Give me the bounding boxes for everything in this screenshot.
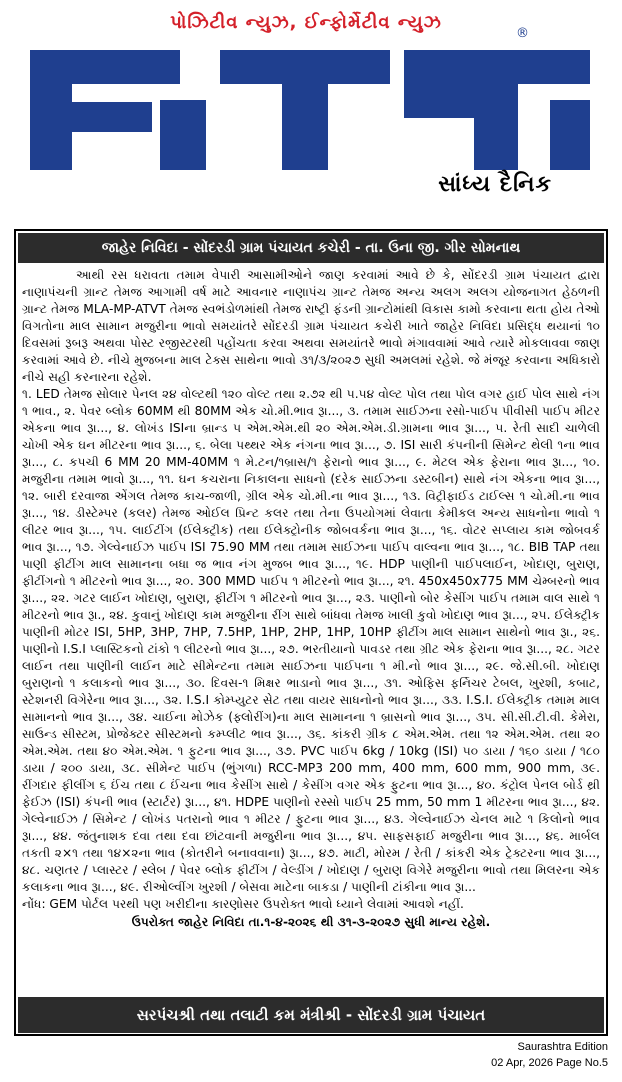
edition-info <box>491 1039 608 1071</box>
notice-note: નોંધ: GEM પોર્ટલ પરથી પણ ખરીદીના કારણોસર ઉપરોક્ત ભાવો ધ્યાને લેવામાં આવશે નહીં. <box>22 897 464 911</box>
masthead-subtitle: સાંધ્ય દૈનિક <box>438 172 552 197</box>
edition-name: Saurashtra Edition <box>517 1041 608 1053</box>
notice-intro: આથી રસ ધરાવતા તમામ વેપારી આસામીઓને જાણ કરવામાં આવે છે કે, સોંદરડી ગ્રામ પંચાયત દ્વારા નાણાપંચની ગ્રાન્ટ તેમજ આગામી વર્ષ માટે આવનાર નાણાપંચ ગ્રાન્ટ તેમજ અન્ય અલગ અલગ યોજનાગત હેઠળની ગ્રાન્ટ તેમજ MLA-MP-ATVT તેમજ સ્વભંડોળમાંથી તેમજ રાષ્ટ્રી ફંડની ગ્રાન્ટોમાંથી વિકાસ કામો કરવાના થતા હોય તેઓ વિગતોના માલ સામાન મજુરીના ભાવો સમયાંતરે સોંદરડી ગ્રામ પંચાયત કચેરી ખાતે જાહેર નિવિદા પ્રસિદ્ધ થયાનાં ૧૦ દિવસમાં રૂબરૂ અથવા પોસ્ટ રજીસ્ટરથી પહોંચતા કરવા અથવા સમયાંતરે ભાવો મંગાવવામાં આવે ત્યારે મોકલાવવા જાણ કરવામાં આવે છે. નીચે મુજબના માલ ટેક્સ સાથેના ભાવો ૩૧/૩/૨૦૨૭ સુધી અમલમાં રહેશે. જે મંજૂર કરવાના અધિકારો નીચે સહી કરનારના રહેશે. <box>22 268 600 384</box>
abtak-logo <box>20 40 600 180</box>
tender-notice <box>14 229 608 1036</box>
notice-body <box>22 267 600 985</box>
masthead-tagline: પોઝિટીવ ન્યુઝ, ઈન્ફોર્મેટીવ ન્યુઝ <box>170 12 442 33</box>
notice-signatory: સરપંચશ્રી તથા તલાટી કમ મંત્રીશ્રી - સોંદરડી ગ્રામ પંચાયત <box>18 997 604 1033</box>
notice-validity: ઉપરોક્ત જાહેર નિવિદા તા.૧-૪-૨૦૨૬ થી ૩૧-૩-૨૦૨૭ સુધી માન્ય રહેશે. <box>131 915 491 929</box>
masthead <box>0 0 622 220</box>
registered-mark: ® <box>516 26 529 41</box>
edition-date-page: 02 Apr, 2026 Page No.5 <box>491 1057 608 1069</box>
abtak-logo-glyphs <box>30 50 590 170</box>
notice-heading: જાહેર નિવિદા - સોંદરડી ગ્રામ પંચાયત કચેરી - તા. ઉના જી. ગીર સોમનાથ <box>18 233 604 263</box>
notice-items: ૧. LED તેમજ સોલાર પેનલ ૨૪ વોલ્ટથી ૧૨૦ વોલ્ટ તથા ૨.૭૨ થી ૫.૫૪ વોલ્ટ પોલ તથા પોલ વગર હાઈ પોલ સાથે નંગ ૧ ભાવ., ૨. પેવર બ્લોક 60MM થી 80MM એક ચો.મી.ભાવ રૂા..., ૩. તમામ સાઈઝના રસો-પાઈપ પીવીસી પાઈપ મીટર એકના ભાવ રૂા..., ૪. લોખંડ ISIના બ્રાન્ડ ૫ એમ.એમ.થી ૨૦ એમ.એમ.ડી.ગ્રામના ભાવ રૂા..., ૫. રેતી સાદી ચાળેલી ચોખી એક ઘન મીટરના ભાવ રૂા..., ૬. બેલા પથ્થર એક નંગના ભાવ રૂા..., ૭. ISI સારી કંપનીની સિમેન્ટ થેલી ૧ના ભાવ રૂા..., ૮. કપચી 6 MM 20 MM-40MM ૧ મે.ટન/૧બ્રાસ/૧ ફેરાનો ભાવ રૂા..., ૯. મેટલ એક ફેરાના ભાવ રૂા..., ૧૦. મજુરીના તમામ ભાવો રૂા..., ૧૧. ઘન કચરાના નિકાલના સાધનો (દરેક સાઈઝના ડસ્ટબીન) સાથે નંગ એકના ભાવ રૂા..., ૧૨. બારી દરવાજા એંગલ તેમજ કાચ-જાળી, ગ્રીલ એક ચો.મી.ના ભાવ રૂા..., ૧૩. વિટ્રીફાઈડ ટાઈલ્સ ૧ ચો.મી.ના ભાવ રૂા..., ૧૪. ડીસ્ટેમ્પર (કલર) તેમજ ઓઈલ પ્રિન્ટ કલર તથા તેના ઉપયોગમાં લેવાતા કેમીકલ અન્ય સાધનોના ભાવો ૧ લીટર ભાવ રૂા..., ૧૫. લાઈટીંગ (ઈલેક્ટ્રીક) તથા ઈલેક્ટ્રોનીક જોબવર્કના ભાવ રૂા..., ૧૬. વોટર સપ્લાય કામ જોબવર્ક ભાવ રૂા..., ૧૭. ગેલ્વેનાઈઝ પાઈપ ISI 75.90 MM તથા તમામ સાઈઝના પાઈપ વાલ્વના ભાવ રૂા..., ૧૮. BIB TAP તથા પાણી ફીટીંગ માલ સામાનના બધા જ ભાવ નંગ મુજબ ભાવ રૂા..., ૧૯. HDP પાણીની પાઈપલાઈન, ખોદાણ, બુરાણ, ફીટીંગનો ૧ મીટરનો ભાવ રૂા..., ૨૦. 300 MMD પાઈપ ૧ મીટરનો ભાવ રૂા..., ૨૧. 450x450x775 MM ચેમ્બરનો ભાવ રૂા..., ૨૨. ગટર લાઈન ખોદાણ, બુરાણ, ફીટીંગ ૧ મીટરનો ભાવ રૂા..., ૨૩. પાણીનો બોર કેસીંગ પાઈપ તમામ વાલ સાથે ૧ મીટરનો ભાવ રૂા., ૨૪. કુવાનું ખોદાણ કામ મજુરીના રીંગ સાથે બાંધવા તેમજ ખાલી કુવો ખોદાણ ભાવ રૂા..., ૨૫. ઈલેક્ટ્રીક પાણીની મોટર ISI, 5HP, 3HP, 7HP, 7.5HP, 1HP, 2HP, 1HP, 10HP ફીટીંગ માલ સામાન સાથેનો ભાવ રૂા., ૨૬. પાણીનો I.S.I પ્લાસ્ટિકનો ટાંકો ૧ લીટરનો ભાવ રૂા..., ૨૭. ભરતીયાનો પાવડર તથા ગ્રીટ એક ફેરાના ભાવ રૂા..., ૨૮. ગટર લાઈન તથા પાણીની લાઈન માટે સીમેન્ટના તમામ સાઈઝના પાઈપના ૧ મી.નો ભાવ રૂા..., ૨૯. જે.સી.બી. ખોદાણ બુરાણનો ૧ કલાકનો ભાવ રૂા..., ૩૦. દિવસ-૧ મિક્ષર ભાડાનો ભાવ રૂા..., ૩૧. ઓફિસ ફર્નિચર ટેબલ, ખુરશી, કબાટ, સ્ટેશનરી વિગેરેના ભાવ રૂા..., ૩૨. I.S.I કોમ્પ્યુટર સેટ તથા વાયર સાધનોનો ભાવ રૂા..., ૩૩. I.S.I. ઈલેક્ટ્રીક તમામ માલ સામાનનો ભાવ રૂા..., ૩૪. ચાઈના મોઝેક (ફ્લોરીંગ)ના માલ સામાનના ૧ બ્રાસનો ભાવ રૂા..., ૩૫. સી.સી.ટી.વી. કેમેરા, સાઉન્ડ સીસ્ટમ, પ્રોજેક્ટર સીસ્ટમનો કમ્પ્લીટ ભાવ રૂા..., ૩૬. કાંકરી ગ્રીક ૮ એમ.એમ. તથા ૧૨ એમ.એમ. તથા ૨૦ એમ.એમ. તથા ૪૦ એમ.એમ. ૧ ફુટના ભાવ રૂા..., ૩૭. PVC પાઈપ 6kg / 10kg (ISI) ૫૦ ડાયા / ૧૬૦ ડાયા / ૧૮૦ ડાયા / ૨૦૦ ડાયા, ૩૮. સીમેન્ટ પાઈપ (ભુંગળા) RCC-MP3 200 mm, 400 mm, 600 mm, 900 mm, ૩૯. રીંગદાર ફીલીંગ ૬ ઈંચ તથા ૮ ઈંચના ભાવ કેસીંગ સાથે / કેસીંગ વગર એક ફુટના ભાવ રૂા..., ૪૦. કંટ્રોલ પેનલ બોર્ડ થ્રી ફેઈઝ (ISI) કંપની ભાવ (સ્ટાર્ટર) રૂા..., ૪૧. HDPE પાણીનો રસ્સો પાઈપ 25 mm, 50 mm 1 મીટરના ભાવ રૂા..., ૪૨. ગેલ્વેનાઈઝ / સિમેન્ટ / લોખંડ પતરાનો ભાવ ૧ મીટર / ફુટના ભાવ રૂા..., ૪૩. ગેલ્વેનાઈઝ ચેનલ માટે ૧ કિલોનો ભાવ રૂા..., ૪૪. જંતુનાશક દવા તથા દવા છાંટવાની મજુરીના ભાવ રૂા..., ૪૫. સાફસફાઈ મજુરીના ભાવ રૂા..., ૪૬. માર્બલ તકતી ૨×૧ તથા ૧૪×૨ના ભાવ (કોતરીને બનાવવાના) રૂા..., ૪૭. માટી, મોરમ / રેતી / કાંકરી એક ટ્રેક્ટરના ભાવ રૂા..., ૪૮. ચણતર / પ્લાસ્ટર / સ્લેબ / પેવર બ્લોક ફીટીંગ / વેલ્ડીંગ / ખોદાણ / બુરાણ વિગેરે મજુરીના ભાવો તથા મિલરના એક કલાકના ભાવ રૂા..., ૪૯. રીઓલ્વીંગ ખુરશી / બેસવા માટેના બાકડા / પાણીની ટાંકીના ભાવ રૂા... <box>22 387 600 894</box>
